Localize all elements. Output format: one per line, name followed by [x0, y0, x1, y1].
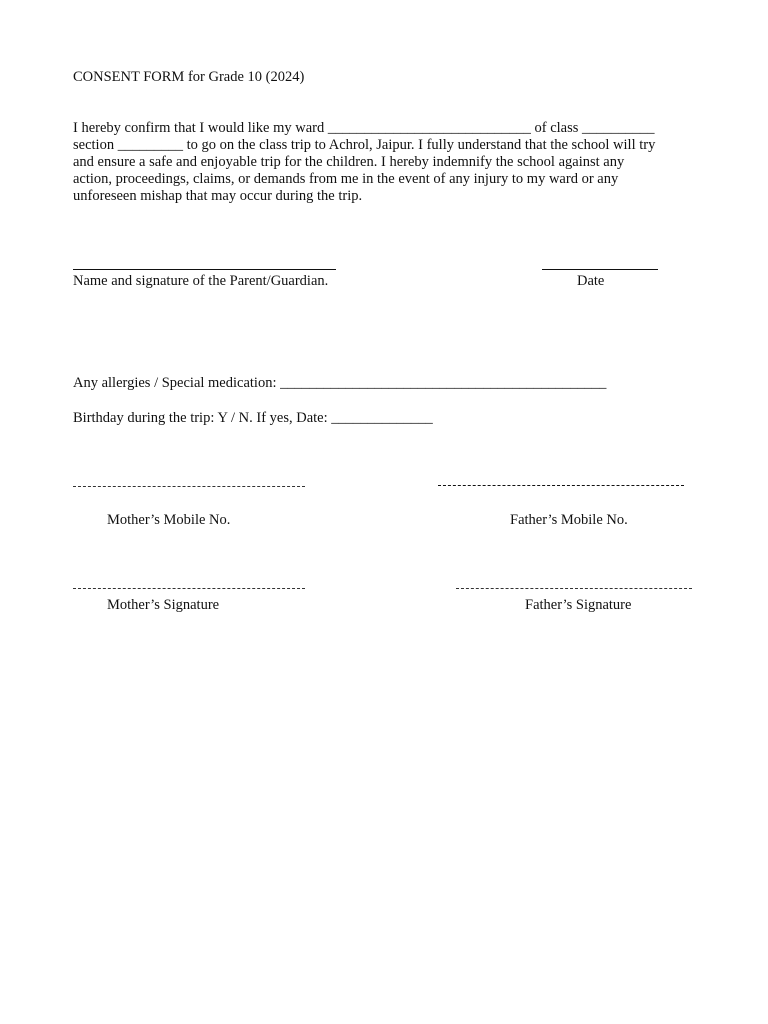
date-line[interactable] [542, 269, 658, 270]
mother-mobile-line[interactable] [73, 486, 305, 487]
parent-signature-line[interactable] [73, 269, 336, 270]
father-mobile-label: Father’s Mobile No. [510, 512, 628, 528]
paragraph-line-5: unforeseen mishap that may occur during the trip. [73, 188, 363, 204]
consent-paragraph [73, 120, 695, 205]
allergies-field[interactable]: Any allergies / Special medication: _____________________________________________ [73, 375, 607, 391]
birthday-field[interactable]: Birthday during the trip: Y / N. If yes, Date: ______________ [73, 410, 433, 426]
father-signature-line[interactable] [456, 588, 692, 589]
father-signature-label: Father’s Signature [525, 597, 632, 613]
form-title: CONSENT FORM for Grade 10 (2024) [73, 69, 305, 85]
mother-signature-line[interactable] [73, 588, 305, 589]
paragraph-line-4: action, proceedings, claims, or demands from me in the event of any injury to my ward or any [73, 171, 619, 187]
paragraph-line-1: I hereby confirm that I would like my ward ____________________________ of class __________ [73, 120, 655, 136]
father-mobile-line[interactable] [438, 485, 684, 486]
parent-signature-label: Name and signature of the Parent/Guardian. [73, 273, 329, 289]
paragraph-line-3: and ensure a safe and enjoyable trip for the children. I hereby indemnify the school against any [73, 154, 625, 170]
mother-mobile-label: Mother’s Mobile No. [107, 512, 231, 528]
date-label: Date [577, 273, 605, 289]
mother-signature-label: Mother’s Signature [107, 597, 220, 613]
paragraph-line-2: section _________ to go on the class trip to Achrol, Jaipur. I fully understand that the school will try [73, 137, 656, 153]
